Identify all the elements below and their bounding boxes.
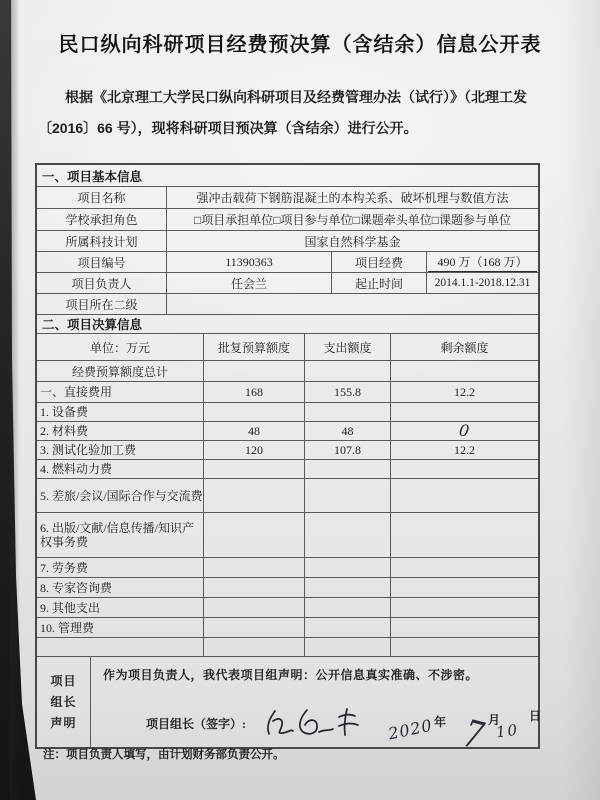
budget-cell bbox=[204, 578, 305, 597]
budget-row-empty bbox=[37, 638, 538, 657]
budget-cell bbox=[391, 578, 538, 597]
budget-cell bbox=[305, 460, 391, 478]
budget-row-label: 6. 出版/文献/信息传播/知识产权事务费 bbox=[37, 513, 204, 557]
intro-line-2: 〔2016〕66 号），现将科研项目预决算（含结余）进行公开。 bbox=[38, 120, 418, 136]
budget-cell bbox=[391, 460, 538, 478]
section-header-settlement: 二、项目决算信息 bbox=[42, 318, 143, 332]
budget-cell bbox=[391, 618, 538, 637]
row-number-funds bbox=[37, 252, 538, 273]
declaration-label-line: 项目 bbox=[50, 673, 77, 688]
budget-cell bbox=[391, 361, 538, 381]
field-label-number: 项目编号 bbox=[37, 252, 167, 272]
row-pi-period bbox=[37, 273, 538, 294]
col-header-remaining: 剩余额度 bbox=[440, 340, 489, 355]
field-label-level2: 项目所在二级 bbox=[37, 294, 167, 314]
declaration-label-line: 组长 bbox=[50, 694, 77, 709]
field-value-period: 2014.1.1-2018.12.31 bbox=[434, 277, 531, 289]
sign-label: 项目组长（签字）: bbox=[146, 717, 246, 731]
handwritten-month: 7 bbox=[459, 711, 488, 759]
budget-row bbox=[37, 618, 538, 638]
field-label-program: 所属科技计划 bbox=[37, 231, 167, 251]
budget-row bbox=[37, 558, 538, 578]
photo-left-shadow bbox=[10, 0, 20, 800]
budget-cell bbox=[305, 558, 391, 577]
unit-label: 单位：万元 bbox=[37, 334, 204, 360]
budget-cell bbox=[391, 403, 538, 421]
row-budget-total bbox=[37, 361, 538, 382]
field-label-role: 学校承担角色 bbox=[37, 209, 167, 230]
field-value-level2 bbox=[167, 294, 538, 314]
intro-line-1: 根据《北京理工大学民口纵向科研项目及经费管理办法（试行）》（北理工发 bbox=[65, 89, 527, 105]
field-value-pi: 任会兰 bbox=[167, 273, 332, 293]
field-label-funds: 项目经费 bbox=[332, 252, 427, 272]
checkbox-options-role: □项目承担单位□项目参与单位□课题牵头单位□课题参与单位 bbox=[194, 213, 511, 227]
budget-cell bbox=[391, 479, 538, 512]
handwritten-year: 2020 bbox=[386, 715, 435, 744]
budget-cell bbox=[305, 513, 391, 557]
budget-total-label: 经费预算额度总计 bbox=[37, 361, 204, 381]
budget-row-label: 2. 材料费 bbox=[37, 422, 204, 440]
field-value-number: 11390363 bbox=[167, 252, 332, 272]
budget-row bbox=[37, 479, 538, 513]
budget-cell bbox=[305, 618, 391, 637]
row-project-name bbox=[37, 187, 538, 209]
budget-cell bbox=[305, 479, 391, 512]
section-header-basic-info: 一、项目基本信息 bbox=[42, 169, 143, 184]
budget-cell bbox=[204, 558, 305, 577]
row-role bbox=[37, 209, 538, 231]
page-title: 民口纵向科研项目经费预决算（含结余）信息公开表 bbox=[58, 34, 542, 56]
handwritten-zero: 0 bbox=[458, 420, 471, 441]
field-value-funds: 490 万（168 万） bbox=[428, 253, 536, 272]
year-label: 年 bbox=[434, 715, 447, 729]
budget-cell bbox=[305, 598, 391, 617]
budget-row bbox=[37, 513, 538, 558]
budget-cell bbox=[204, 638, 305, 656]
col-header-approved: 批复预算额度 bbox=[204, 334, 305, 360]
col-header-spent: 支出额度 bbox=[305, 334, 391, 360]
photo-left-edge bbox=[0, 0, 40, 800]
budget-cell bbox=[391, 558, 538, 577]
field-label-period: 起止时间 bbox=[332, 273, 427, 293]
budget-row-label: 7. 劳务费 bbox=[37, 558, 204, 577]
budget-row bbox=[37, 382, 538, 403]
field-label-pi: 项目负责人 bbox=[37, 273, 167, 293]
budget-cell bbox=[204, 460, 305, 478]
signature-handwriting bbox=[263, 705, 367, 743]
budget-cell bbox=[391, 513, 538, 557]
budget-cell bbox=[204, 403, 305, 421]
budget-cell bbox=[391, 638, 538, 656]
budget-cell: 107.8 bbox=[305, 441, 391, 459]
field-value-program: 国家自然科学基金 bbox=[304, 234, 401, 249]
budget-row bbox=[37, 422, 538, 441]
budget-row-label: 3. 测试化验加工费 bbox=[37, 441, 204, 459]
budget-cell: 120 bbox=[204, 441, 305, 459]
budget-row-label: 9. 其他支出 bbox=[37, 598, 204, 617]
budget-cell bbox=[305, 361, 391, 381]
budget-cell bbox=[204, 618, 305, 637]
budget-cell bbox=[204, 479, 305, 512]
budget-cell bbox=[204, 361, 305, 381]
budget-cell bbox=[204, 598, 305, 617]
declaration-label-line: 声明 bbox=[50, 715, 77, 730]
budget-cell bbox=[391, 598, 538, 617]
budget-cell: 12.2 bbox=[454, 384, 475, 399]
row-level2 bbox=[37, 294, 538, 315]
budget-cell: 48 bbox=[305, 422, 391, 440]
field-value-project-name: 强冲击载荷下钢筋混凝土的本构关系、破坏机理与数值方法 bbox=[196, 191, 509, 205]
budget-cell bbox=[37, 638, 204, 656]
month-label: 月 bbox=[488, 713, 501, 727]
budget-cell bbox=[305, 638, 391, 656]
budget-row bbox=[37, 460, 538, 479]
budget-cell: 12.2 bbox=[454, 442, 475, 457]
budget-row-label: 8. 专家咨询费 bbox=[37, 578, 204, 597]
footnote: 注：项目负责人填写，由计划财务部负责公开。 bbox=[43, 749, 285, 761]
budget-row-label: 4. 燃料动力费 bbox=[37, 460, 204, 478]
row-program bbox=[37, 231, 538, 252]
budget-cell bbox=[204, 513, 305, 557]
budget-row bbox=[37, 598, 538, 618]
budget-row bbox=[37, 403, 538, 422]
budget-cell bbox=[305, 403, 391, 421]
declaration-statement: 作为项目负责人，我代表项目组声明：公开信息真实准确、不涉密。 bbox=[103, 668, 479, 682]
budget-row-label: 5. 差旅/会议/国际合作与交流费 bbox=[37, 479, 204, 512]
budget-row bbox=[37, 441, 538, 460]
handwritten-day: 10 bbox=[494, 720, 521, 742]
budget-cell bbox=[305, 578, 391, 597]
budget-cell: 168 bbox=[204, 382, 305, 402]
field-label-project-name: 项目名称 bbox=[37, 187, 167, 208]
budget-row-label: 10. 管理费 bbox=[37, 618, 204, 637]
budget-row bbox=[37, 578, 538, 598]
budget-row-label: 一、直接费用 bbox=[37, 382, 204, 402]
row-column-headers bbox=[37, 334, 538, 361]
intro-paragraph bbox=[38, 82, 578, 144]
declaration-label bbox=[37, 657, 91, 747]
budget-cell: 155.8 bbox=[305, 382, 391, 402]
budget-row-label: 1. 设备费 bbox=[37, 403, 204, 421]
budget-cell: 48 bbox=[204, 422, 305, 440]
day-label: 日 bbox=[529, 709, 542, 723]
